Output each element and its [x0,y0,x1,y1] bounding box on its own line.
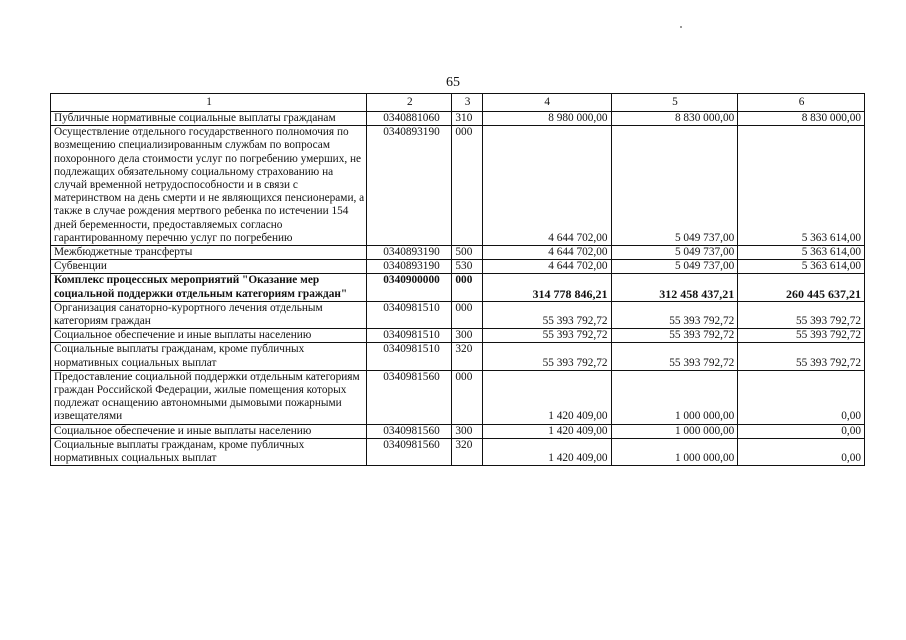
row-name-cell: Публичные нормативные социальные выплаты гражданам [51,112,367,126]
row-amount-year1-cell: 1 420 409,00 [482,370,611,424]
row-amount-year2-cell: 5 049 737,00 [611,246,738,260]
column-header: 6 [738,94,865,112]
row-amount-year2-cell: 55 393 792,72 [611,301,738,328]
row-amount-year3-cell: 5 363 614,00 [738,126,865,246]
row-code-cell: 0340981510 [367,329,452,343]
row-amount-year1-cell: 4 644 702,00 [482,260,611,274]
row-expense-type-cell: 500 [452,246,482,260]
row-amount-year3-cell: 55 393 792,72 [738,329,865,343]
row-amount-year2-cell: 1 000 000,00 [611,424,738,438]
row-amount-year1-cell: 55 393 792,72 [482,301,611,328]
row-expense-type-cell: 300 [452,329,482,343]
row-code-cell: 0340981510 [367,343,452,370]
row-amount-year1-cell: 55 393 792,72 [482,329,611,343]
row-name-cell: Организация санаторно-курортного лечения отдельным категориям граждан [51,301,367,328]
row-amount-year3-cell: 55 393 792,72 [738,301,865,328]
row-amount-year3-cell: 55 393 792,72 [738,343,865,370]
column-header: 4 [482,94,611,112]
row-name-cell: Комплекс процессных мероприятий "Оказание мер социальной поддержки отдельным категориям граждан" [51,274,367,301]
row-expense-type-cell: 000 [452,301,482,328]
row-amount-year3-cell: 8 830 000,00 [738,112,865,126]
column-header: 5 [611,94,738,112]
page-number: 65 [446,75,460,90]
row-code-cell: 0340981560 [367,424,452,438]
row-amount-year3-cell: 0,00 [738,438,865,465]
row-amount-year2-cell: 1 000 000,00 [611,370,738,424]
row-amount-year2-cell: 55 393 792,72 [611,329,738,343]
row-name-cell: Социальное обеспечение и иные выплаты населению [51,424,367,438]
table-row [51,438,865,465]
row-code-cell: 0340981560 [367,438,452,465]
row-amount-year1-cell: 1 420 409,00 [482,438,611,465]
row-code-cell: 0340881060 [367,112,452,126]
row-amount-year2-cell: 55 393 792,72 [611,343,738,370]
row-name-cell: Субвенции [51,260,367,274]
row-name-cell: Осуществление отдельного государственного полномочия по возмещению специализированным службам по вопросам похоронного дела стоимости услуг по погребению умерших, не подлежащих обязательному социальному страхованию на случай временной нетрудоспособности и в связи с материнством на день смерти и не являющихся пенсионерами, а также в случае рождения мертвого ребенка по истечении 154 дней беременности, предоставляемых согласно гарантированному перечню услуг по погребению [51,126,367,246]
table-row [51,343,865,370]
row-amount-year1-cell: 1 420 409,00 [482,424,611,438]
table-header-row [51,94,865,112]
row-expense-type-cell: 320 [452,343,482,370]
row-expense-type-cell: 000 [452,370,482,424]
row-code-cell: 0340900000 [367,274,452,301]
row-name-cell: Социальные выплаты гражданам, кроме публичных нормативных социальных выплат [51,343,367,370]
row-code-cell: 0340893190 [367,260,452,274]
budget-table [50,93,865,466]
row-amount-year1-cell: 4 644 702,00 [482,246,611,260]
row-amount-year2-cell: 1 000 000,00 [611,438,738,465]
scan-speck [680,26,682,28]
row-amount-year2-cell: 8 830 000,00 [611,112,738,126]
row-amount-year1-cell: 314 778 846,21 [482,274,611,301]
row-expense-type-cell: 530 [452,260,482,274]
column-header: 1 [51,94,367,112]
table-row [51,329,865,343]
row-amount-year3-cell: 0,00 [738,370,865,424]
table-row [51,126,865,246]
row-name-cell: Межбюджетные трансферты [51,246,367,260]
row-amount-year3-cell: 5 363 614,00 [738,246,865,260]
row-code-cell: 0340981510 [367,301,452,328]
table-row [51,246,865,260]
row-amount-year1-cell: 55 393 792,72 [482,343,611,370]
column-header: 3 [452,94,482,112]
row-amount-year3-cell: 0,00 [738,424,865,438]
row-expense-type-cell: 000 [452,126,482,246]
row-code-cell: 0340893190 [367,126,452,246]
row-expense-type-cell: 300 [452,424,482,438]
table-row [51,424,865,438]
table-row [51,274,865,301]
table-row [51,112,865,126]
row-name-cell: Социальное обеспечение и иные выплаты населению [51,329,367,343]
row-expense-type-cell: 310 [452,112,482,126]
row-amount-year3-cell: 5 363 614,00 [738,260,865,274]
row-expense-type-cell: 320 [452,438,482,465]
row-amount-year2-cell: 5 049 737,00 [611,126,738,246]
row-name-cell: Социальные выплаты гражданам, кроме публичных нормативных социальных выплат [51,438,367,465]
column-header: 2 [367,94,452,112]
row-amount-year1-cell: 8 980 000,00 [482,112,611,126]
row-expense-type-cell: 000 [452,274,482,301]
row-amount-year1-cell: 4 644 702,00 [482,126,611,246]
row-amount-year2-cell: 5 049 737,00 [611,260,738,274]
table-row [51,301,865,328]
row-amount-year3-cell: 260 445 637,21 [738,274,865,301]
row-code-cell: 0340893190 [367,246,452,260]
table-row [51,260,865,274]
row-name-cell: Предоставление социальной поддержки отдельным категориям граждан Российской Федерации, жилые помещения которых подлежат оснащению автономными дымовыми пожарными извещателями [51,370,367,424]
table-row [51,370,865,424]
row-amount-year2-cell: 312 458 437,21 [611,274,738,301]
row-code-cell: 0340981560 [367,370,452,424]
